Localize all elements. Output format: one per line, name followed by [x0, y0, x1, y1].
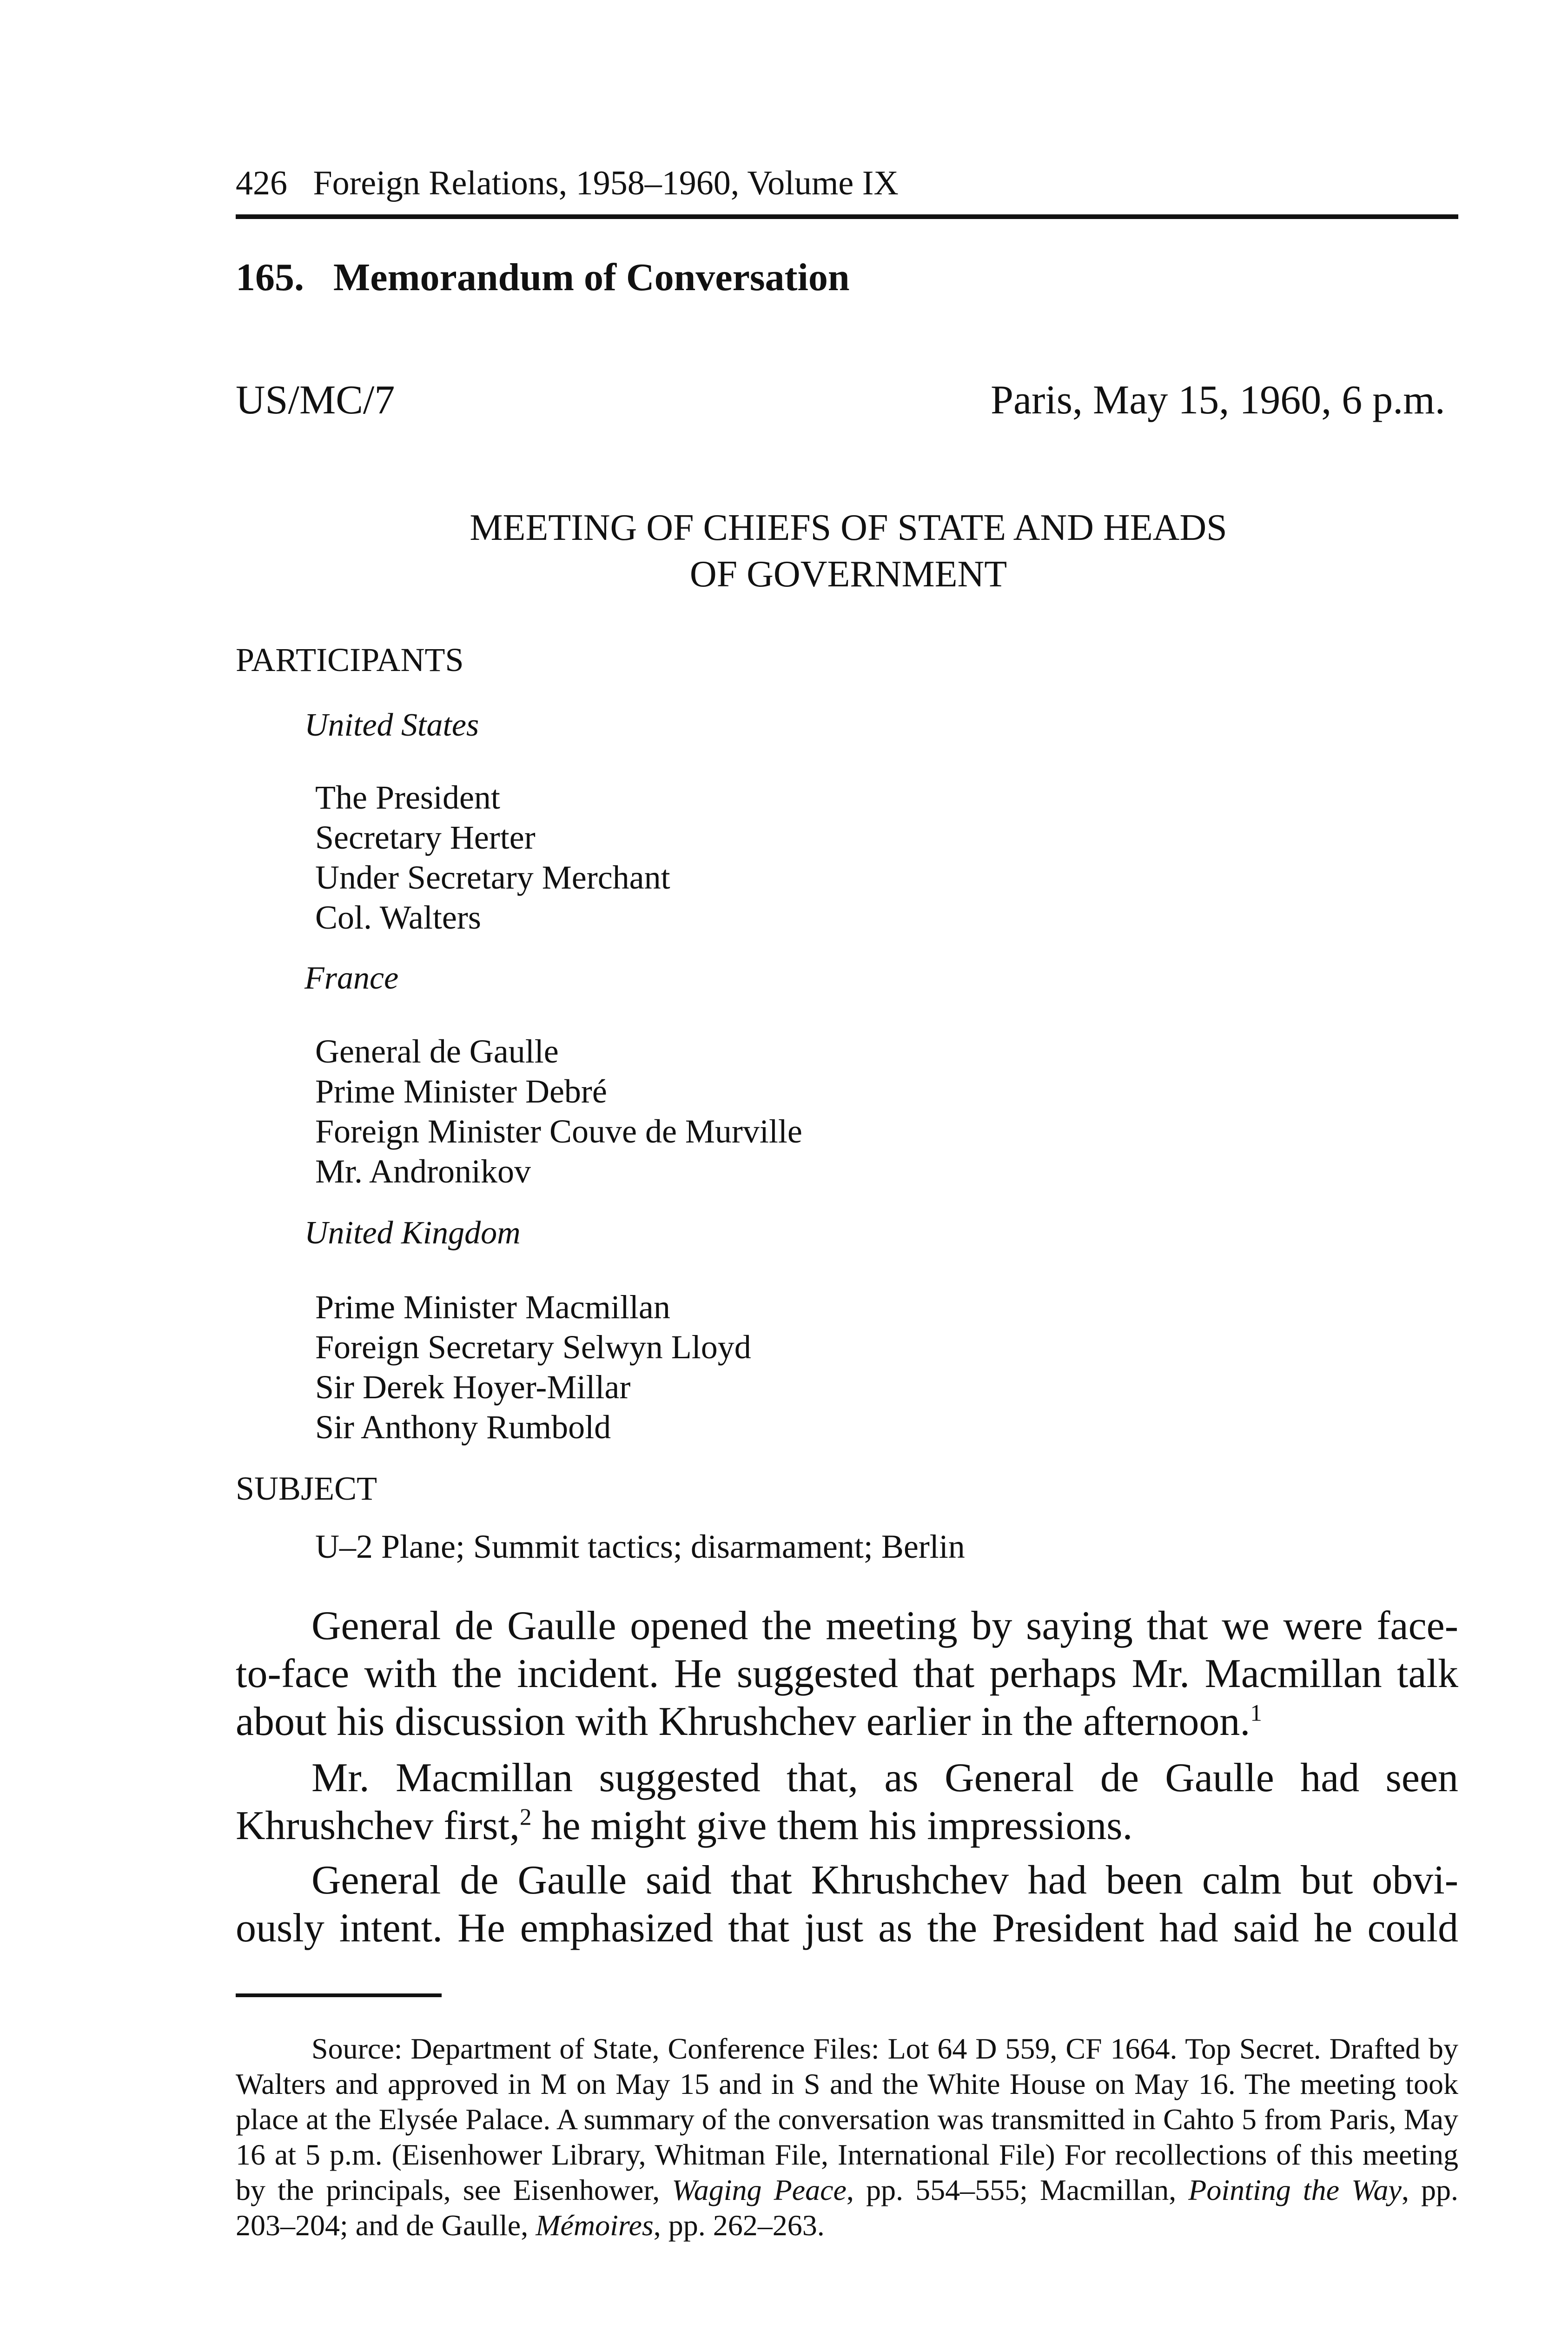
participant-list-united-states	[315, 777, 670, 937]
body-paragraph-line: ously intent. He emphasized that just as the President had said he could	[236, 1906, 1458, 1951]
document-title: 165. Memorandum of Conversation	[236, 256, 850, 299]
meeting-title: MEETING OF CHIEFS OF STATE AND HEADS OF GOVERNMENT	[470, 507, 1227, 595]
participant: Prime Minister Debré	[315, 1073, 607, 1110]
participant: Foreign Minister Couve de Murville	[315, 1113, 802, 1150]
document-id: US/MC/7	[236, 378, 395, 423]
source-note	[236, 2031, 1458, 2243]
source-text: , pp. 554–555; Macmillan,	[846, 2173, 1189, 2206]
source-text: , pp. 203–204; and de Gaulle,	[236, 2173, 1459, 2242]
participant-list-france	[315, 1031, 802, 1191]
country-france: France	[304, 960, 399, 996]
running-head: 426 Foreign Relations, 1958–1960, Volume IX	[236, 164, 899, 202]
paragraph-text: General de Gaulle opened the meeting by saying that we were face-to-face with the incident. He suggested that perhaps Mr. Macmillan talk about his discussion with Khrushchev earlier in the afternoon.	[236, 1603, 1458, 1744]
participant-list-united-kingdom	[315, 1287, 751, 1447]
book-title: Mémoires	[536, 2209, 654, 2242]
footnote-ref: 1	[1250, 1700, 1262, 1727]
body-paragraph-line: General de Gaulle said that Khrushchev had been calm but obvi-	[311, 1858, 1458, 1903]
header-rule	[236, 214, 1458, 219]
participant: Prime Minister Macmillan	[315, 1289, 670, 1326]
footnote-rule	[236, 1993, 442, 1997]
country-united-states: United States	[304, 707, 479, 743]
paragraph-text: Mr. Macmillan suggested that, as General de Gaulle had seen Khrushchev first,	[236, 1755, 1458, 1848]
source-text: Source: Department of State, Conference Files: Lot 64 D 559, CF 1664. Top Secret. Drafted by Walters and approved in M on May 15 and in S and the White House on May 16. The meeting took place at the Elysée Palace. A summary of the conversation was transmitted in Cahto 5 from Paris, May 16 at 5 p.m. (Eisenhower Library, Whitman File, International File) For recollections of this meeting by the principals, see Eisenhower,	[236, 2032, 1458, 2206]
participant: Foreign Secretary Selwyn Lloyd	[315, 1329, 751, 1366]
participant: Mr. Andronikov	[315, 1153, 531, 1190]
participant: Sir Derek Hoyer-Millar	[315, 1368, 631, 1406]
participant: General de Gaulle	[315, 1033, 559, 1070]
body-paragraph	[236, 1602, 1458, 1746]
participant: Under Secretary Merchant	[315, 859, 670, 896]
participants-label: PARTICIPANTS	[236, 641, 464, 678]
footnote-ref: 2	[519, 1804, 532, 1831]
source-text: , pp. 262–263.	[653, 2209, 825, 2242]
body-paragraph	[236, 1754, 1458, 1850]
book-title: Waging Peace	[672, 2173, 847, 2206]
participant: Sir Anthony Rumbold	[315, 1408, 611, 1446]
place-and-date: Paris, May 15, 1960, 6 p.m.	[991, 378, 1445, 423]
paragraph-text: he might give them his impressions.	[531, 1803, 1133, 1848]
country-united-kingdom: United Kingdom	[304, 1215, 521, 1251]
participant: Col. Walters	[315, 899, 481, 936]
participant: The President	[315, 779, 500, 816]
participant: Secretary Herter	[315, 819, 536, 856]
book-title: Pointing the Way	[1188, 2173, 1402, 2206]
subject-label: SUBJECT	[236, 1470, 377, 1507]
subject-text: U–2 Plane; Summit tactics; disarmament; Berlin	[315, 1528, 965, 1565]
